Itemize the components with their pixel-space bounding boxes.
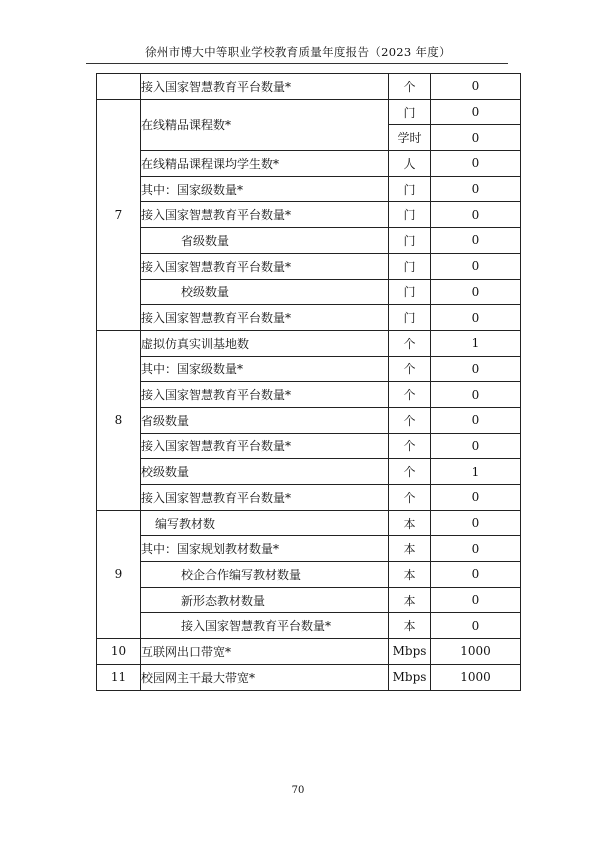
value-cell: 0 <box>431 253 521 279</box>
unit-cell: 学时 <box>389 125 431 151</box>
header-rule <box>86 63 508 64</box>
unit-cell: 本 <box>389 536 431 562</box>
table-row <box>97 253 521 279</box>
value-cell: 1 <box>431 330 521 356</box>
item-cell: 接入国家智慧教育平台数量* <box>141 74 389 100</box>
item-cell: 接入国家智慧教育平台数量* <box>141 485 389 511</box>
table-row <box>97 99 521 125</box>
data-table <box>96 73 521 691</box>
unit-cell: 门 <box>389 176 431 202</box>
value-cell: 0 <box>431 485 521 511</box>
value-cell: 0 <box>431 151 521 177</box>
table-row <box>97 562 521 588</box>
value-cell: 0 <box>431 176 521 202</box>
value-cell: 0 <box>431 99 521 125</box>
item-cell: 编写教材数 <box>141 510 389 536</box>
unit-cell: 个 <box>389 330 431 356</box>
value-cell: 0 <box>431 433 521 459</box>
unit-cell: 个 <box>389 459 431 485</box>
item-cell: 省级数量 <box>141 407 389 433</box>
row-number-cell <box>97 74 141 100</box>
item-cell: 接入国家智慧教育平台数量* <box>141 305 389 331</box>
value-cell: 1000 <box>431 639 521 665</box>
table-row <box>97 459 521 485</box>
table-row <box>97 279 521 305</box>
value-cell: 0 <box>431 228 521 254</box>
row-number-cell: 8 <box>97 330 141 510</box>
unit-cell: 本 <box>389 510 431 536</box>
table-row <box>97 485 521 511</box>
unit-cell: 个 <box>389 433 431 459</box>
table-row <box>97 305 521 331</box>
table-row <box>97 228 521 254</box>
page-header: 徐州市博大中等职业学校教育质量年度报告（2023 年度） <box>145 45 451 59</box>
item-cell: 接入国家智慧教育平台数量* <box>141 433 389 459</box>
value-cell: 0 <box>431 279 521 305</box>
value-cell: 0 <box>431 407 521 433</box>
item-cell: 接入国家智慧教育平台数量* <box>141 202 389 228</box>
item-cell: 在线精品课程数* <box>141 99 389 150</box>
unit-cell: 个 <box>389 382 431 408</box>
unit-cell: 个 <box>389 356 431 382</box>
unit-cell: Mbps <box>389 664 431 690</box>
value-cell: 0 <box>431 562 521 588</box>
row-number-cell: 9 <box>97 510 141 638</box>
page-number: 70 <box>291 785 305 796</box>
value-cell: 0 <box>431 510 521 536</box>
value-cell: 0 <box>431 125 521 151</box>
unit-cell: 门 <box>389 202 431 228</box>
unit-cell: 门 <box>389 253 431 279</box>
unit-cell: 人 <box>389 151 431 177</box>
table-row <box>97 151 521 177</box>
item-cell: 校企合作编写教材数量 <box>141 562 389 588</box>
value-cell: 1000 <box>431 664 521 690</box>
value-cell: 0 <box>431 74 521 100</box>
table-row <box>97 536 521 562</box>
row-number-cell: 10 <box>97 639 141 665</box>
table-row <box>97 613 521 639</box>
unit-cell: 门 <box>389 279 431 305</box>
item-cell: 在线精品课程课均学生数* <box>141 151 389 177</box>
table-row <box>97 407 521 433</box>
table-row <box>97 433 521 459</box>
table-row <box>97 587 521 613</box>
item-cell: 校级数量 <box>141 279 389 305</box>
unit-cell: 本 <box>389 587 431 613</box>
item-cell: 互联网出口带宽* <box>141 639 389 665</box>
item-cell: 其中：国家规划教材数量* <box>141 536 389 562</box>
unit-cell: Mbps <box>389 639 431 665</box>
item-cell: 其中：国家级数量* <box>141 176 389 202</box>
value-cell: 1 <box>431 459 521 485</box>
item-cell: 虚拟仿真实训基地数 <box>141 330 389 356</box>
value-cell: 0 <box>431 356 521 382</box>
item-cell: 校级数量 <box>141 459 389 485</box>
table-row <box>97 382 521 408</box>
table-row <box>97 510 521 536</box>
unit-cell: 门 <box>389 228 431 254</box>
table-row <box>97 202 521 228</box>
table-row <box>97 664 521 690</box>
unit-cell: 门 <box>389 99 431 125</box>
row-number-cell: 11 <box>97 664 141 690</box>
value-cell: 0 <box>431 587 521 613</box>
value-cell: 0 <box>431 305 521 331</box>
unit-cell: 个 <box>389 74 431 100</box>
item-cell: 校园网主干最大带宽* <box>141 664 389 690</box>
table-row <box>97 356 521 382</box>
unit-cell: 本 <box>389 613 431 639</box>
table-row <box>97 639 521 665</box>
table-row <box>97 74 521 100</box>
value-cell: 0 <box>431 613 521 639</box>
item-cell: 省级数量 <box>141 228 389 254</box>
item-cell: 其中：国家级数量* <box>141 356 389 382</box>
unit-cell: 个 <box>389 407 431 433</box>
value-cell: 0 <box>431 382 521 408</box>
unit-cell: 门 <box>389 305 431 331</box>
table-row <box>97 330 521 356</box>
unit-cell: 个 <box>389 485 431 511</box>
row-number-cell: 7 <box>97 99 141 330</box>
value-cell: 0 <box>431 202 521 228</box>
unit-cell: 本 <box>389 562 431 588</box>
item-cell: 接入国家智慧教育平台数量* <box>141 253 389 279</box>
value-cell: 0 <box>431 536 521 562</box>
table-row <box>97 176 521 202</box>
item-cell: 接入国家智慧教育平台数量* <box>141 613 389 639</box>
item-cell: 接入国家智慧教育平台数量* <box>141 382 389 408</box>
item-cell: 新形态教材数量 <box>141 587 389 613</box>
